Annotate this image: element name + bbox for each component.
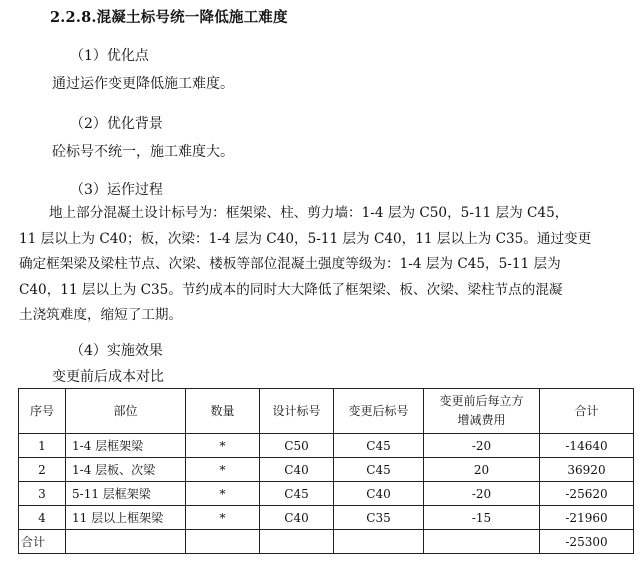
section-title: 2.2.8.混凝土标号统一降低施工难度 (50, 9, 288, 26)
header-delta (424, 389, 540, 434)
cell-empty (66, 530, 186, 554)
cell-qty: * (186, 434, 260, 458)
table-header-row (19, 389, 634, 434)
process-line: 地上部分混凝土设计标号为：框架梁、柱、剪力墙：1-4 层为 C50，5-11 层为 C45， (49, 205, 569, 221)
cell-total: -25620 (540, 482, 634, 506)
header-no: 序号 (19, 389, 66, 434)
cell-no: 2 (19, 458, 66, 482)
cell-empty (186, 530, 260, 554)
header-delta-line2: 增减费用 (457, 413, 506, 427)
process-line: C40，11 层以上为 C35。节约成本的同时大大降低了框架梁、板、次梁、梁柱节点的混凝 (19, 281, 563, 298)
cell-design: C50 (260, 434, 334, 458)
cell-design: C45 (260, 482, 334, 506)
cell-sum-total: -25300 (540, 530, 634, 554)
cell-total: -21960 (540, 506, 634, 530)
table-row (19, 482, 634, 506)
table-row (19, 506, 634, 530)
process-line: 土浇筑难度，缩短了工期。 (19, 307, 183, 323)
cell-no: 3 (19, 482, 66, 506)
cell-no: 4 (19, 506, 66, 530)
table-caption: 变更前后成本对比 (52, 369, 164, 385)
cell-after: C40 (334, 482, 424, 506)
heading-process: （3）运作过程 (70, 182, 163, 198)
header-total: 合计 (540, 389, 634, 434)
header-part: 部位 (66, 389, 186, 434)
cell-sum-label: 合计 (19, 530, 66, 554)
cell-design: C40 (260, 506, 334, 530)
cell-after: C45 (334, 458, 424, 482)
cell-empty (334, 530, 424, 554)
heading-background: （2）优化背景 (70, 116, 163, 132)
cell-after: C35 (334, 506, 424, 530)
cell-delta: -20 (424, 482, 540, 506)
cell-total: 36920 (540, 458, 634, 482)
cell-empty (424, 530, 540, 554)
cost-comparison-table (18, 388, 634, 554)
process-line: 11 层以上为 C40；板，次梁：1-4 层为 C40，5-11 层为 C40，11 层以上为 C35。通过变更 (19, 230, 592, 247)
cell-after: C45 (334, 434, 424, 458)
cell-delta: -20 (424, 434, 540, 458)
cell-qty: * (186, 506, 260, 530)
cell-part: 1-4 层框架梁 (66, 434, 186, 458)
header-qty: 数量 (186, 389, 260, 434)
cell-qty: * (186, 482, 260, 506)
cell-total: -14640 (540, 434, 634, 458)
heading-effect: （4）实施效果 (70, 343, 163, 359)
process-line: 确定框架梁及梁柱节点、次梁、楼板等部位混凝土强度等级为：1-4 层为 C45，5-11 层为 (19, 256, 561, 272)
cell-delta: 20 (424, 458, 540, 482)
header-after-grade: 变更后标号 (334, 389, 424, 434)
table-sum-row (19, 530, 634, 554)
header-delta-line1: 变更前后每立方 (439, 394, 524, 408)
cell-design: C40 (260, 458, 334, 482)
table-row (19, 458, 634, 482)
table-row (19, 434, 634, 458)
cell-part: 11 层以上框架梁 (66, 506, 186, 530)
cell-no: 1 (19, 434, 66, 458)
header-design-grade: 设计标号 (260, 389, 334, 434)
cell-part: 1-4 层板、次梁 (66, 458, 186, 482)
heading-optimization-point: （1）优化点 (70, 48, 149, 64)
cell-empty (260, 530, 334, 554)
background-text: 砼标号不统一，施工难度大。 (52, 144, 234, 160)
optimization-point-text: 通过运作变更降低施工难度。 (52, 76, 234, 92)
process-paragraph (19, 201, 631, 329)
cell-delta: -15 (424, 506, 540, 530)
cell-qty: * (186, 458, 260, 482)
cell-part: 5-11 层框架梁 (66, 482, 186, 506)
